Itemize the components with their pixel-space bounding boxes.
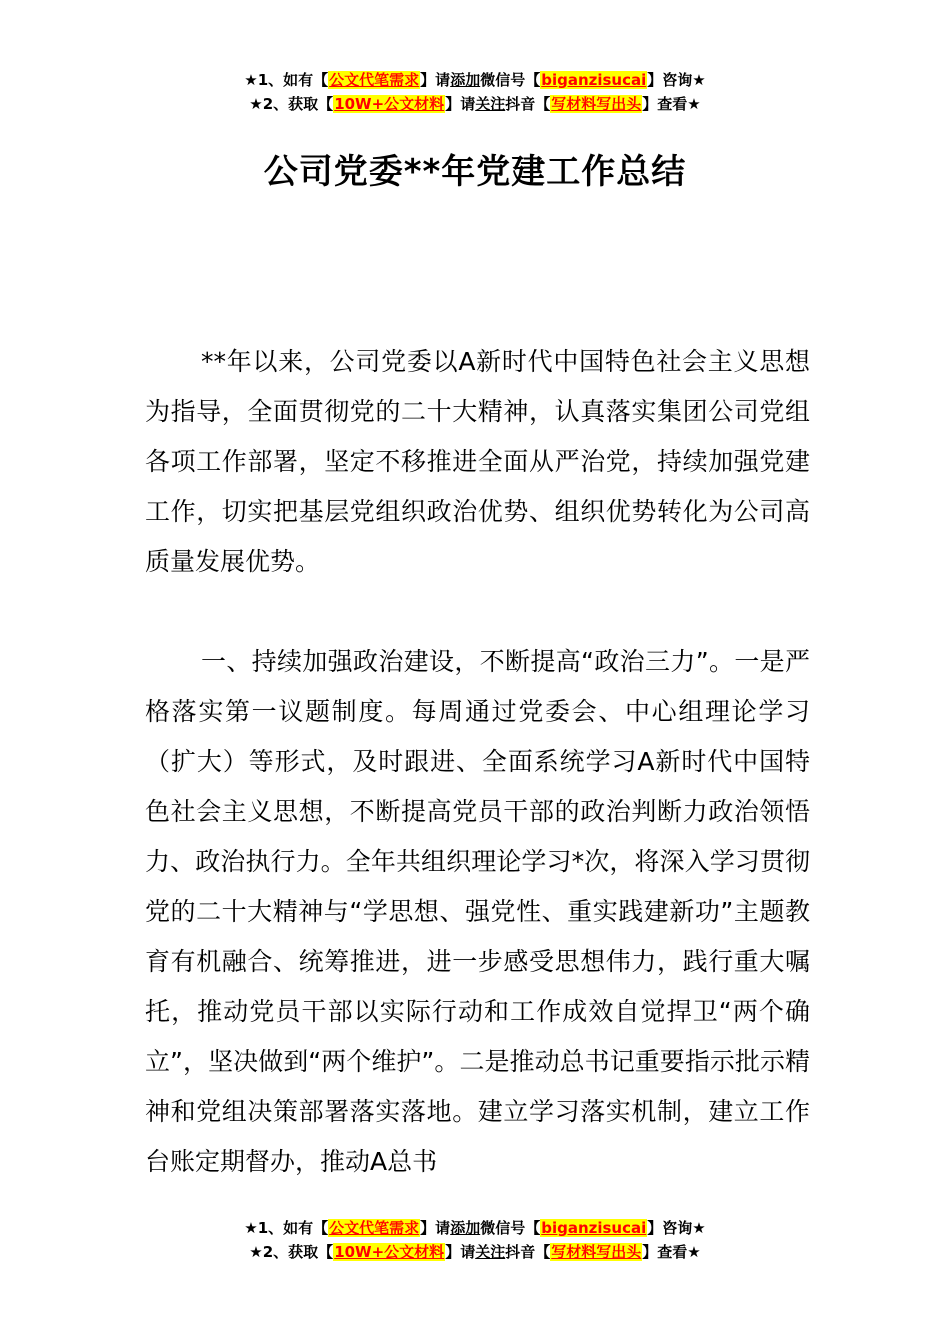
banner-text: 抖音【 (505, 1243, 551, 1261)
banner-text: 】咨询★ (647, 1219, 706, 1237)
banner-text: 微信号【 (480, 1219, 541, 1237)
banner-text: ★2、获取【 (249, 95, 334, 113)
banner-text: 】请 (445, 1243, 476, 1261)
banner-text: 】请 (445, 95, 476, 113)
banner-highlight: 公文代笔需求 (329, 71, 420, 89)
banner-highlight: 10W+公文材料 (334, 1243, 445, 1261)
paragraph-section-1: 一、持续加强政治建设，不断提高“政治三力”。一是严格落实第一议题制度。每周通过党委会、中心组理论学习（扩大）等形式，及时跟进、全面系统学习A新时代中国特色社会主义思想，不断提高党员干部的政治判断力政治领悟力、政治执行力。全年共组织理论学习*次，将深入学习贯彻党的二十大精神与“学思想、强党性、重实践建新功”主题教育有机融合、统筹推进，进一步感受思想伟力，践行重大嘱托，推动党员干部以实际行动和工作成效自觉捍卫“两个确立”，坚决做到“两个维护”。二是推动总书记重要指示批示精神和党组决策部署落实落地。建立学习落实机制，建立工作台账定期督办，推动A总书 (145, 647, 810, 1176)
document-title: 公司党委**年党建工作总结 (263, 152, 687, 192)
banner-line-1 (0, 1216, 950, 1240)
paragraph-intro: **年以来，公司党委以A新时代中国特色社会主义思想为指导，全面贯彻党的二十大精神，认真落实集团公司党组各项工作部署，坚定不移推进全面从严治党，持续加强党建工作，切实把基层党组织政治优势、组织优势转化为公司高质量发展优势。 (145, 347, 810, 576)
banner-line-2 (0, 92, 950, 116)
banner-highlight: 写材料写出头 (551, 1243, 642, 1261)
header-banner (0, 68, 950, 116)
banner-text: ★2、获取【 (249, 1243, 334, 1261)
banner-text: 微信号【 (480, 71, 541, 89)
banner-text: 】咨询★ (647, 71, 706, 89)
banner-underline: 添加 (450, 71, 481, 89)
banner-highlight: 公文代笔需求 (329, 1219, 420, 1237)
banner-underline: 关注 (475, 1243, 506, 1261)
banner-highlight: biganzisucai (541, 1219, 647, 1237)
banner-underline: 关注 (475, 95, 506, 113)
banner-highlight: 10W+公文材料 (334, 95, 445, 113)
banner-highlight: 写材料写出头 (551, 95, 642, 113)
banner-text: 抖音【 (505, 95, 551, 113)
banner-line-2 (0, 1240, 950, 1264)
banner-text: ★1、如有【 (244, 1219, 329, 1237)
banner-text: 】查看★ (642, 95, 701, 113)
footer-banner (0, 1216, 950, 1264)
banner-line-1 (0, 68, 950, 92)
banner-text: ★1、如有【 (244, 71, 329, 89)
banner-text: 】请 (420, 71, 451, 89)
banner-text: 】请 (420, 1219, 451, 1237)
banner-text: 】查看★ (642, 1243, 701, 1261)
banner-highlight: biganzisucai (541, 71, 647, 89)
banner-underline: 添加 (450, 1219, 481, 1237)
